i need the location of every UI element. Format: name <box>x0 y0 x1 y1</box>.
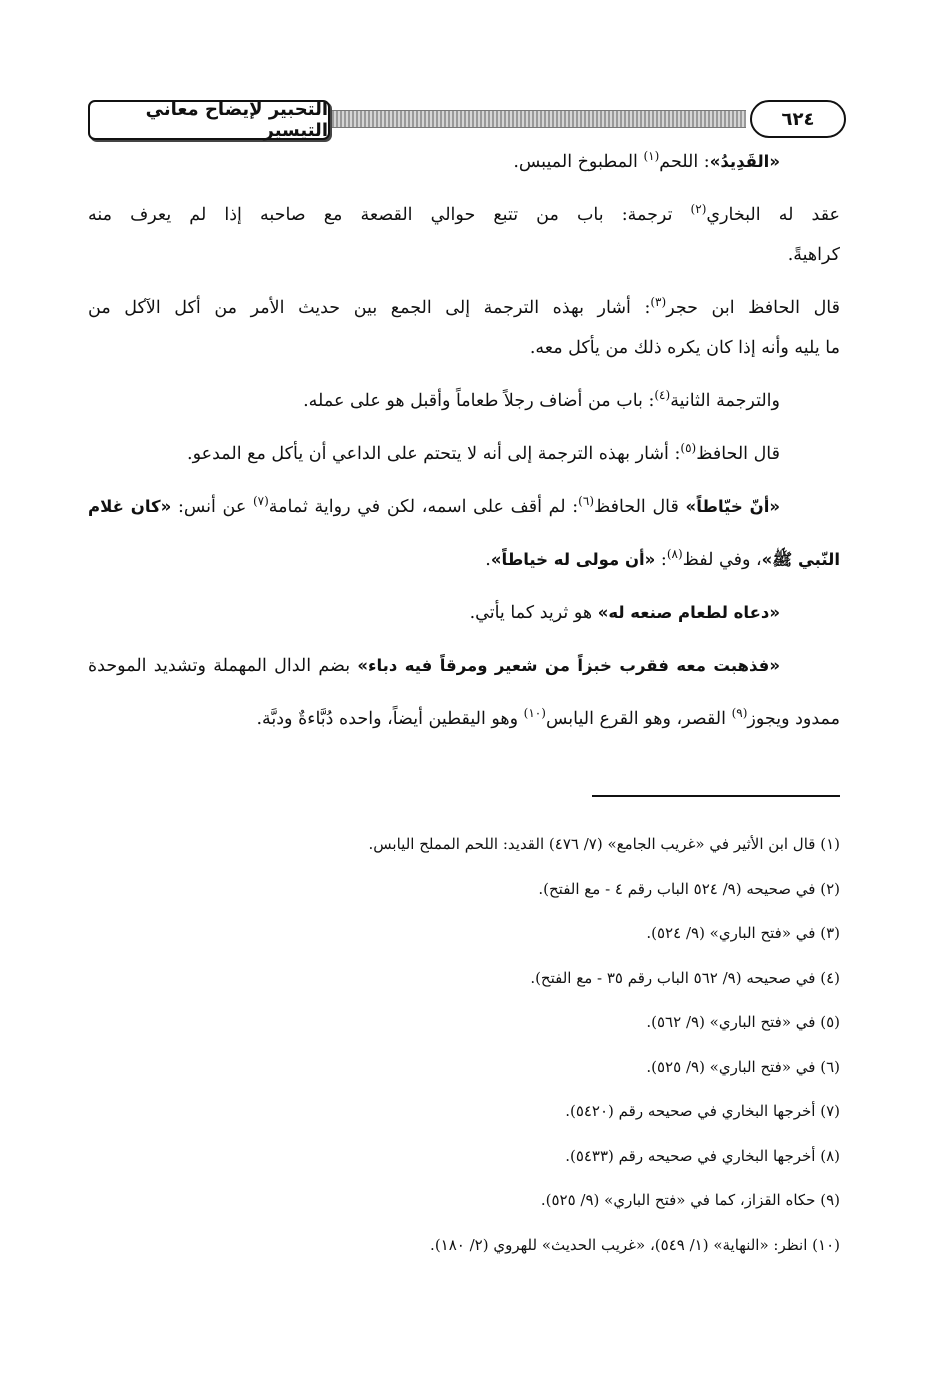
text-line-9: النّبي ﷺ»، وفي لفظ$^{(٨)}$: «أن مولى له خياطاً». <box>485 547 840 570</box>
footnote-1: (١) قال ابن الأثير في «غريب الجامع» (٧/ ٤٧٦) القديد: اللحم المملح اليابس. <box>368 835 840 853</box>
footnote-separator <box>592 795 840 797</box>
text-line-6: والترجمة الثانية$^{(٤)}$: باب من أضاف رجلاً طعاماً وأقبل هو على عمله. <box>303 388 780 411</box>
text-line-1: «القَدِيدُ»: اللحم$^{(١)}$ المطبوخ الميبس. <box>513 149 780 172</box>
text-line-2: عقد له البخاري$^{(٢)}$ ترجمة: باب من تتبع حوالي القصعة مع صاحبه إذا لم يعرف منه <box>88 202 840 225</box>
text-line-5: ما يليه وأنه إذا كان يكره ذلك من يأكل معه. <box>529 338 840 358</box>
text-line-12: ممدود ويجوز$^{(٩)}$ القصر، وهو القرع اليابس$^{(١٠)}$ وهو اليقطين أيضاً، واحده دُبَّاءةٌ ودبَّة. <box>256 706 840 729</box>
footnote-5: (٥) في «فتح الباري» (٩/ ٥٦٢). <box>646 1013 840 1031</box>
footnote-ref: (٤) <box>654 388 671 403</box>
footnote-ref: (٥) <box>680 441 697 456</box>
footnote-10: (١٠) انظر: «النهاية» (١/ ٥٤٩)، «غريب الحديث» للهروي (٢/ ١٨٠). <box>430 1235 840 1254</box>
footnote-ref: (٨) <box>666 547 683 562</box>
footnote-7: (٧) أخرجها البخاري في صحيحه رقم (٥٤٢٠). <box>565 1102 840 1120</box>
text-line-10: «دعاه لطعام صنعه له» هو ثريد كما يأتي. <box>469 603 780 623</box>
footnote-ref: (٧) <box>252 494 269 509</box>
footnotes <box>88 822 840 1267</box>
text-line-7: قال الحافظ$^{(٥)}$: أشار بهذه الترجمة إلى أنه لا يتحتم على الداعي أن يأكل مع المدعو. <box>187 441 780 464</box>
footnote-2: (٢) في صحيحه (٩/ ٥٢٤ الباب رقم ٤ - مع الفتح). <box>538 879 840 898</box>
page-number: ٦٢٤ <box>750 100 846 138</box>
footnote-ref: (٦) <box>578 494 594 509</box>
footnote-ref: (٩) <box>731 706 748 721</box>
footnote-ref: (٣) <box>650 295 667 310</box>
footnote-6: (٦) في «فتح الباري» (٩/ ٥٢٥). <box>646 1057 840 1076</box>
footnote-9: (٩) حكاه القزاز، كما في «فتح الباري» (٩/ ٥٢٥). <box>540 1191 840 1209</box>
text-line-8: «أنّ خيّاطاً» قال الحافظ$^{(٦)}$: لم أقف على اسمه، لكن في رواية ثمامة$^{(٧)}$ عن أنس: «كان غلام <box>88 494 781 517</box>
main-text <box>88 142 840 739</box>
text-line-4: قال الحافظ ابن حجر$^{(٣)}$: أشار بهذه الترجمة إلى الجمع بين حديث الأمر من أكل الآكل من <box>88 295 840 318</box>
footnote-ref: (١) <box>643 149 660 164</box>
header-decorative-bar <box>332 110 746 128</box>
text-line-11: «فذهبت معه فقرب خبزاً من شعير ومرقاً فيه دباء» بضم الدال المهملة وتشديد الموحدة <box>88 656 780 676</box>
footnote-4: (٤) في صحيحه (٩/ ٥٦٢ الباب رقم ٣٥ - مع الفتح). <box>530 968 840 987</box>
text-line-3: كراهيةً. <box>787 245 840 265</box>
footnote-8: (٨) أخرجها البخاري في صحيحه رقم (٥٤٣٣). <box>565 1146 840 1165</box>
page-header <box>88 98 842 140</box>
footnote-ref: (١٠) <box>523 706 546 721</box>
book-title: التحبير لإيضاح معاني التيسير <box>88 100 330 140</box>
footnote-ref: (٢) <box>690 202 707 217</box>
footnote-3: (٣) في «فتح الباري» (٩/ ٥٢٤). <box>646 924 840 942</box>
